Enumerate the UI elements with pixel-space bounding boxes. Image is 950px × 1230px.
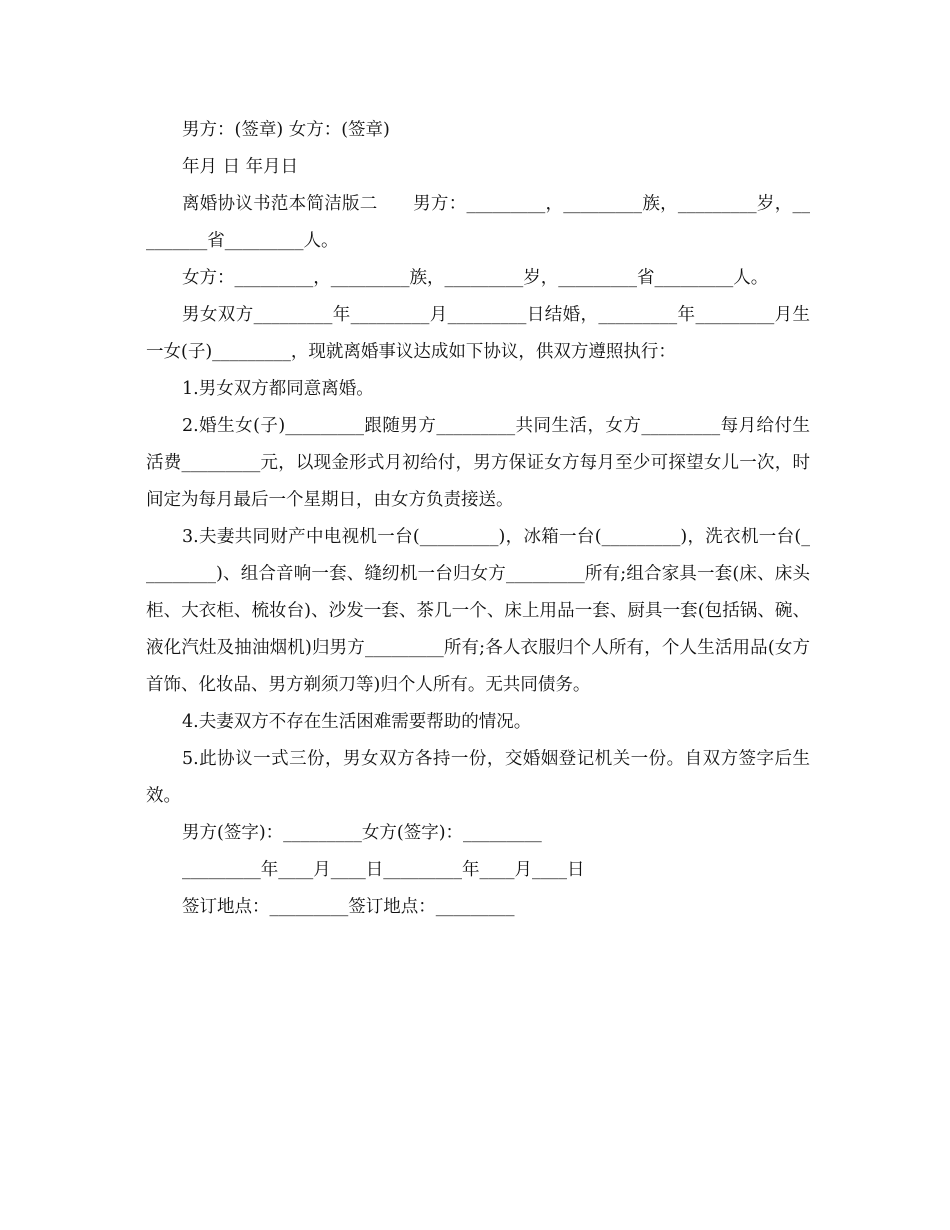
clause-2: 2.婚生女(子)_________跟随男方_________共同生活，女方_________每月给付生活费_________元，以现金形式月初给付，男方保证女方每月至少可探望女儿一次，时间定为每月最后一个星期日，由女方负责接送。 [146,416,810,510]
clause-5: 5.此协议一式三份，男女双方各持一份，交婚姻登记机关一份。自双方签字后生效。 [146,749,810,806]
clause-1: 1.男女双方都同意离婚。 [182,379,374,399]
marriage-info: 男女双方_________年_________月_________日结婚，_________年_________月生一女(子)_________，现就离婚事议达成如下协议，供双方遵照执行： [146,305,810,362]
seal-date-line: 年月 日 年月日 [182,157,299,177]
signature-seal-line: 男方：(签章) 女方：(签章) [182,120,390,140]
female-party-info: 女方：_________，_________族，_________岁，_________省_________人。 [182,268,769,288]
male-party-info: 离婚协议书范本简洁版二 男方：_________，_________族，_________岁，_________省_________人。 [146,194,810,251]
clause-4: 4.夫妻双方不存在生活困难需要帮助的情况。 [182,712,532,732]
signature-line: 男方(签字)：_________女方(签字)：_________ [182,823,542,843]
clause-3: 3.夫妻共同财产中电视机一台(_________)，冰箱一台(_________)，洗衣机一台(_________)、组合音响一套、缝纫机一台归女方_________所有;组合家具一套(床、床头柜、大衣柜、梳妆台)、沙发一套、茶几一个、床上用品一套、厨具一套(包括锅、碗、液化汽灶及抽油烟机)归男方_________所有;各人衣服归个人所有，个人生活用品(女方首饰、化妆品、男方剃须刀等)归个人所有。无共同债务。 [146,527,810,695]
document-body [146,112,810,926]
sign-date-line: _________年____月____日_________年____月____日 [182,860,585,880]
sign-location-line: 签订地点：_________签订地点：_________ [182,897,515,917]
